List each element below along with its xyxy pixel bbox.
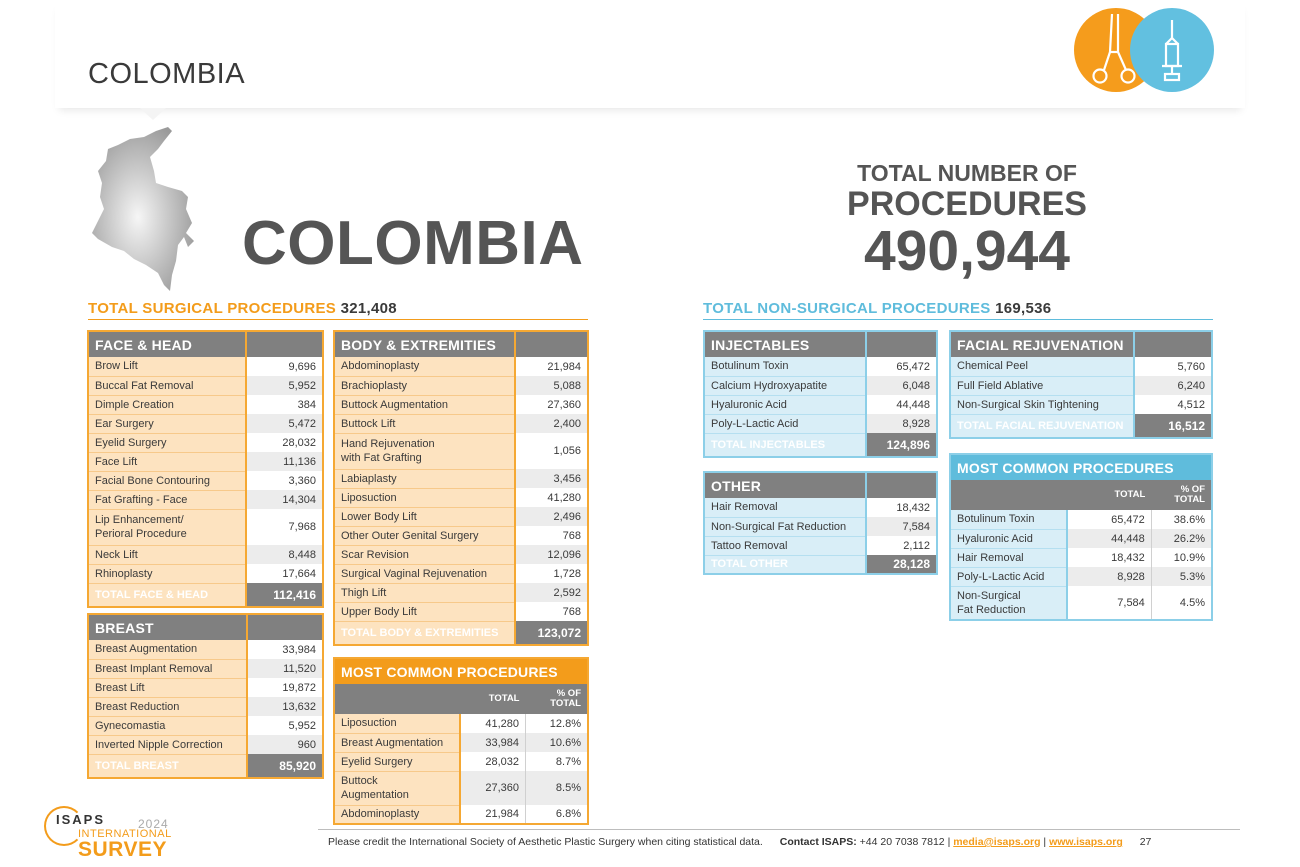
- row-value: 960: [247, 735, 323, 754]
- separator: |: [1043, 836, 1047, 848]
- table-row: [334, 433, 588, 469]
- col-total-header: TOTAL: [1067, 480, 1151, 510]
- table-row: [950, 548, 1212, 567]
- col-pct-header: [526, 684, 589, 714]
- total-row: [88, 583, 323, 607]
- table-title: MOST COMMON PROCEDURES: [334, 658, 588, 684]
- non-surgical-most-common-table: [949, 453, 1213, 621]
- row-name: Full Field Ablative: [950, 376, 1134, 395]
- table-row: [704, 357, 937, 376]
- table-title: FACIAL REJUVENATION: [950, 331, 1134, 357]
- row-value: 2,496: [515, 507, 588, 526]
- table-row: [88, 545, 323, 564]
- table-row: [950, 529, 1212, 548]
- row-value: 11,520: [247, 659, 323, 678]
- row-total: 65,472: [1067, 510, 1151, 529]
- row-name: Breast Augmentation: [334, 733, 460, 752]
- row-name: [334, 771, 460, 805]
- row-name: Other Outer Genital Surgery: [334, 526, 515, 545]
- table-row: [334, 507, 588, 526]
- surgical-most-common-table: [333, 657, 589, 825]
- col-pct-line2: TOTAL: [550, 698, 581, 709]
- table-header: [88, 331, 323, 357]
- table-row: [334, 771, 588, 805]
- row-name: Abdominoplasty: [334, 805, 460, 824]
- row-value: 1,056: [515, 433, 588, 469]
- face-head-table: [87, 330, 324, 608]
- row-name-line2: Fat Reduction: [957, 603, 1026, 616]
- total-label: TOTAL OTHER: [704, 555, 866, 574]
- table-header: [950, 331, 1212, 357]
- row-pct: 8.5%: [526, 771, 589, 805]
- total-row: [704, 555, 937, 574]
- table-row: [950, 376, 1212, 395]
- row-name: Upper Body Lift: [334, 602, 515, 621]
- row-value: 6,240: [1134, 376, 1212, 395]
- row-name: Buttock Augmentation: [334, 395, 515, 414]
- row-name: Breast Augmentation: [88, 640, 247, 659]
- row-value: 2,400: [515, 414, 588, 433]
- table-row: [334, 545, 588, 564]
- contact-phone: +44 20 7038 7812: [859, 836, 945, 848]
- table-row: [334, 602, 588, 621]
- row-value: 5,472: [246, 414, 323, 433]
- total-value: 112,416: [246, 583, 323, 607]
- row-name-line2: Perioral Procedure: [95, 528, 187, 540]
- row-total: 27,360: [460, 771, 525, 805]
- row-value: 65,472: [866, 357, 937, 376]
- non-surgical-section-title: [703, 300, 1213, 320]
- row-name: Brow Lift: [88, 357, 246, 376]
- row-name: Breast Reduction: [88, 697, 247, 716]
- table-row: [88, 452, 323, 471]
- row-value: 8,448: [246, 545, 323, 564]
- other-table: [703, 471, 938, 575]
- header-blank: [247, 614, 323, 640]
- row-name: Lower Body Lift: [334, 507, 515, 526]
- row-name-line1: Non-Surgical: [957, 589, 1021, 602]
- logo-international: INTERNATIONAL: [78, 828, 172, 840]
- row-name: Labiaplasty: [334, 469, 515, 488]
- row-value: 41,280: [515, 488, 588, 507]
- row-value: 1,728: [515, 564, 588, 583]
- row-total: 8,928: [1067, 567, 1151, 586]
- row-name: Buccal Fat Removal: [88, 376, 246, 395]
- credit-note: Please credit the International Society of Aesthetic Plastic Surgery when citing statistical data.: [328, 836, 763, 848]
- row-value: 12,096: [515, 545, 588, 564]
- row-value: 7,584: [866, 517, 937, 536]
- non-surgical-total-value: 169,536: [995, 300, 1052, 317]
- body-extremities-table: [333, 330, 589, 646]
- table-row: [88, 640, 323, 659]
- row-value: 2,592: [515, 583, 588, 602]
- row-pct: 10.9%: [1151, 548, 1212, 567]
- breast-table: [87, 613, 324, 779]
- row-name: Botulinum Toxin: [950, 510, 1067, 529]
- col-total-header: TOTAL: [460, 684, 525, 714]
- surgical-section-title: [88, 300, 588, 320]
- table-row: [704, 498, 937, 517]
- logo-survey: SURVEY: [78, 838, 167, 861]
- row-name: [950, 586, 1067, 620]
- table-row: [88, 433, 323, 452]
- colombia-map-icon: [88, 125, 198, 293]
- row-total: 21,984: [460, 805, 525, 824]
- table-title: BODY & EXTREMITIES: [334, 331, 515, 357]
- email-link[interactable]: media@isaps.org: [953, 836, 1041, 848]
- row-value: 5,952: [247, 716, 323, 735]
- table-row: [88, 414, 323, 433]
- row-pct: 10.6%: [526, 733, 589, 752]
- table-row: [950, 357, 1212, 376]
- row-value: 13,632: [247, 697, 323, 716]
- row-name-line1: Lip Enhancement/: [95, 514, 184, 526]
- column-header-row: [950, 480, 1212, 510]
- row-value: 18,432: [866, 498, 937, 517]
- category-icons: [1072, 8, 1217, 92]
- row-value: 5,088: [515, 376, 588, 395]
- row-name: Liposuction: [334, 488, 515, 507]
- table-row: [334, 488, 588, 507]
- table-header: [704, 331, 937, 357]
- row-value: 3,456: [515, 469, 588, 488]
- column-header-row: [334, 684, 588, 714]
- header-blank: [866, 331, 937, 357]
- row-name: Eyelid Surgery: [88, 433, 246, 452]
- table-header: [334, 331, 588, 357]
- row-name: Thigh Lift: [334, 583, 515, 602]
- row-pct: 12.8%: [526, 714, 589, 733]
- col-pct-header: [1151, 480, 1212, 510]
- row-value: 768: [515, 526, 588, 545]
- row-value: 6,048: [866, 376, 937, 395]
- contact-label: Contact ISAPS:: [779, 836, 857, 848]
- total-row: [88, 754, 323, 778]
- row-total: 33,984: [460, 733, 525, 752]
- injectables-table: [703, 330, 938, 458]
- total-label: TOTAL INJECTABLES: [704, 433, 866, 457]
- row-name: Poly-L-Lactic Acid: [950, 567, 1067, 586]
- row-value: 19,872: [247, 678, 323, 697]
- row-value: 11,136: [246, 452, 323, 471]
- total-label-line1: TOTAL NUMBER OF: [857, 160, 1077, 186]
- row-pct: 26.2%: [1151, 529, 1212, 548]
- row-value: 7,968: [246, 509, 323, 545]
- table-row: [334, 395, 588, 414]
- row-value: 44,448: [866, 395, 937, 414]
- total-value: 123,072: [515, 621, 588, 645]
- table-title: INJECTABLES: [704, 331, 866, 357]
- logo-year: 2024: [138, 817, 169, 831]
- table-title: MOST COMMON PROCEDURES: [950, 454, 1212, 480]
- logo-isaps: ISAPS: [56, 812, 106, 827]
- table-row: [334, 752, 588, 771]
- table-row: [334, 469, 588, 488]
- table-row: [950, 395, 1212, 414]
- total-value: 28,128: [866, 555, 937, 574]
- table-row: [704, 376, 937, 395]
- row-value: 9,696: [246, 357, 323, 376]
- total-value: 124,896: [866, 433, 937, 457]
- total-label-line2: PROCEDURES: [847, 185, 1087, 223]
- row-name: Hair Removal: [704, 498, 866, 517]
- table-title: FACE & HEAD: [88, 331, 246, 357]
- non-surgical-title-label: TOTAL NON-SURGICAL PROCEDURES: [703, 300, 991, 317]
- row-total: 7,584: [1067, 586, 1151, 620]
- row-name: Breast Implant Removal: [88, 659, 247, 678]
- header-blank: [866, 472, 937, 498]
- header-band: [55, 0, 1245, 108]
- row-pct: 38.6%: [1151, 510, 1212, 529]
- table-row: [950, 586, 1212, 620]
- table-row: [704, 517, 937, 536]
- row-name: Hyaluronic Acid: [704, 395, 866, 414]
- total-row: [704, 433, 937, 457]
- table-row: [88, 697, 323, 716]
- facial-rejuvenation-table: [949, 330, 1213, 439]
- table-row: [950, 567, 1212, 586]
- total-label: TOTAL BODY & EXTREMITIES: [334, 621, 515, 645]
- row-name: Chemical Peel: [950, 357, 1134, 376]
- table-row: [88, 471, 323, 490]
- row-name: Facial Bone Contouring: [88, 471, 246, 490]
- total-procedures-value: 490,944: [863, 219, 1071, 283]
- table-row: [334, 414, 588, 433]
- table-header: [704, 472, 937, 498]
- row-name: Buttock Lift: [334, 414, 515, 433]
- col-pct-line1: % OF: [1180, 484, 1205, 495]
- row-name: Dimple Creation: [88, 395, 246, 414]
- header-pointer: [140, 108, 166, 120]
- total-row: [334, 621, 588, 645]
- table-row: [88, 678, 323, 697]
- footer-text: [328, 836, 1151, 848]
- row-name: Non-Surgical Skin Tightening: [950, 395, 1134, 414]
- row-value: 33,984: [247, 640, 323, 659]
- syringe-icon: [1130, 8, 1214, 92]
- row-name: Hyaluronic Acid: [950, 529, 1067, 548]
- table-row: [704, 395, 937, 414]
- table-row: [88, 659, 323, 678]
- table-row: [334, 564, 588, 583]
- row-value: 5,760: [1134, 357, 1212, 376]
- row-name: Eyelid Surgery: [334, 752, 460, 771]
- row-name: Rhinoplasty: [88, 564, 246, 583]
- row-value: 4,512: [1134, 395, 1212, 414]
- col-pct-line1: % OF: [556, 688, 581, 699]
- total-value: 16,512: [1134, 414, 1212, 438]
- page-title: COLOMBIA: [88, 58, 246, 90]
- row-value: 5,952: [246, 376, 323, 395]
- row-name: [334, 433, 515, 469]
- row-name: Brachioplasty: [334, 376, 515, 395]
- surgical-title-label: TOTAL SURGICAL PROCEDURES: [88, 300, 337, 317]
- header-blank: [246, 331, 323, 357]
- table-row: [88, 357, 323, 376]
- row-total: 41,280: [460, 714, 525, 733]
- row-name: Neck Lift: [88, 545, 246, 564]
- row-name: Poly-L-Lactic Acid: [704, 414, 866, 433]
- row-value: 384: [246, 395, 323, 414]
- row-name: Liposuction: [334, 714, 460, 733]
- table-row: [88, 490, 323, 509]
- table-row: [334, 733, 588, 752]
- col-pct-line2: TOTAL: [1174, 494, 1205, 505]
- row-value: 28,032: [246, 433, 323, 452]
- table-title: BREAST: [88, 614, 247, 640]
- page-number: 27: [1139, 836, 1152, 848]
- row-value: 17,664: [246, 564, 323, 583]
- row-name-line1: Buttock: [341, 775, 378, 787]
- total-procedures-block: [812, 160, 1122, 283]
- table-header: [88, 614, 323, 640]
- row-pct: 5.3%: [1151, 567, 1212, 586]
- row-name: Gynecomastia: [88, 716, 247, 735]
- row-name: Face Lift: [88, 452, 246, 471]
- row-name: Hair Removal: [950, 548, 1067, 567]
- row-pct: 8.7%: [526, 752, 589, 771]
- row-name-line1: Hand Rejuvenation: [341, 438, 435, 450]
- row-value: 8,928: [866, 414, 937, 433]
- row-pct: 6.8%: [526, 805, 589, 824]
- table-row: [334, 714, 588, 733]
- country-name: COLOMBIA: [242, 209, 584, 278]
- row-name: Botulinum Toxin: [704, 357, 866, 376]
- table-row: [88, 395, 323, 414]
- table-row: [950, 510, 1212, 529]
- header-blank: [334, 684, 460, 714]
- row-name: Tattoo Removal: [704, 536, 866, 555]
- table-row: [334, 376, 588, 395]
- row-value: 768: [515, 602, 588, 621]
- row-value: 14,304: [246, 490, 323, 509]
- header-blank: [1134, 331, 1212, 357]
- table-row: [88, 735, 323, 754]
- row-name: Breast Lift: [88, 678, 247, 697]
- row-value: 27,360: [515, 395, 588, 414]
- row-name: Non-Surgical Fat Reduction: [704, 517, 866, 536]
- separator: |: [947, 836, 951, 848]
- row-name: Abdominoplasty: [334, 357, 515, 376]
- header-blank: [950, 480, 1067, 510]
- table-row: [704, 414, 937, 433]
- row-name: Inverted Nipple Correction: [88, 735, 247, 754]
- surgical-total-value: 321,408: [340, 300, 397, 317]
- row-name: Fat Grafting - Face: [88, 490, 246, 509]
- table-row: [88, 376, 323, 395]
- total-row: [950, 414, 1212, 438]
- row-name: Surgical Vaginal Rejuvenation: [334, 564, 515, 583]
- row-total: 18,432: [1067, 548, 1151, 567]
- row-name-line2: with Fat Grafting: [341, 452, 422, 464]
- row-total: 44,448: [1067, 529, 1151, 548]
- table-row: [88, 509, 323, 545]
- table-row: [88, 716, 323, 735]
- row-value: 21,984: [515, 357, 588, 376]
- total-label: TOTAL BREAST: [88, 754, 247, 778]
- row-pct: 4.5%: [1151, 586, 1212, 620]
- row-name: Scar Revision: [334, 545, 515, 564]
- table-row: [88, 564, 323, 583]
- row-value: 2,112: [866, 536, 937, 555]
- footer-divider: [318, 829, 1240, 830]
- table-row: [334, 805, 588, 824]
- table-title-row: [950, 454, 1212, 480]
- row-name: Ear Surgery: [88, 414, 246, 433]
- table-title: OTHER: [704, 472, 866, 498]
- row-total: 28,032: [460, 752, 525, 771]
- table-row: [334, 583, 588, 602]
- row-name: [88, 509, 246, 545]
- table-row: [334, 526, 588, 545]
- row-name-line2: Augmentation: [341, 789, 409, 801]
- website-link[interactable]: www.isaps.org: [1049, 836, 1123, 848]
- table-row: [334, 357, 588, 376]
- header-blank: [515, 331, 588, 357]
- table-title-row: [334, 658, 588, 684]
- total-value: 85,920: [247, 754, 323, 778]
- total-label: TOTAL FACE & HEAD: [88, 583, 246, 607]
- table-row: [704, 536, 937, 555]
- row-name: Calcium Hydroxyapatite: [704, 376, 866, 395]
- total-label: TOTAL FACIAL REJUVENATION: [950, 414, 1134, 438]
- isaps-survey-logo: [38, 800, 178, 862]
- row-value: 3,360: [246, 471, 323, 490]
